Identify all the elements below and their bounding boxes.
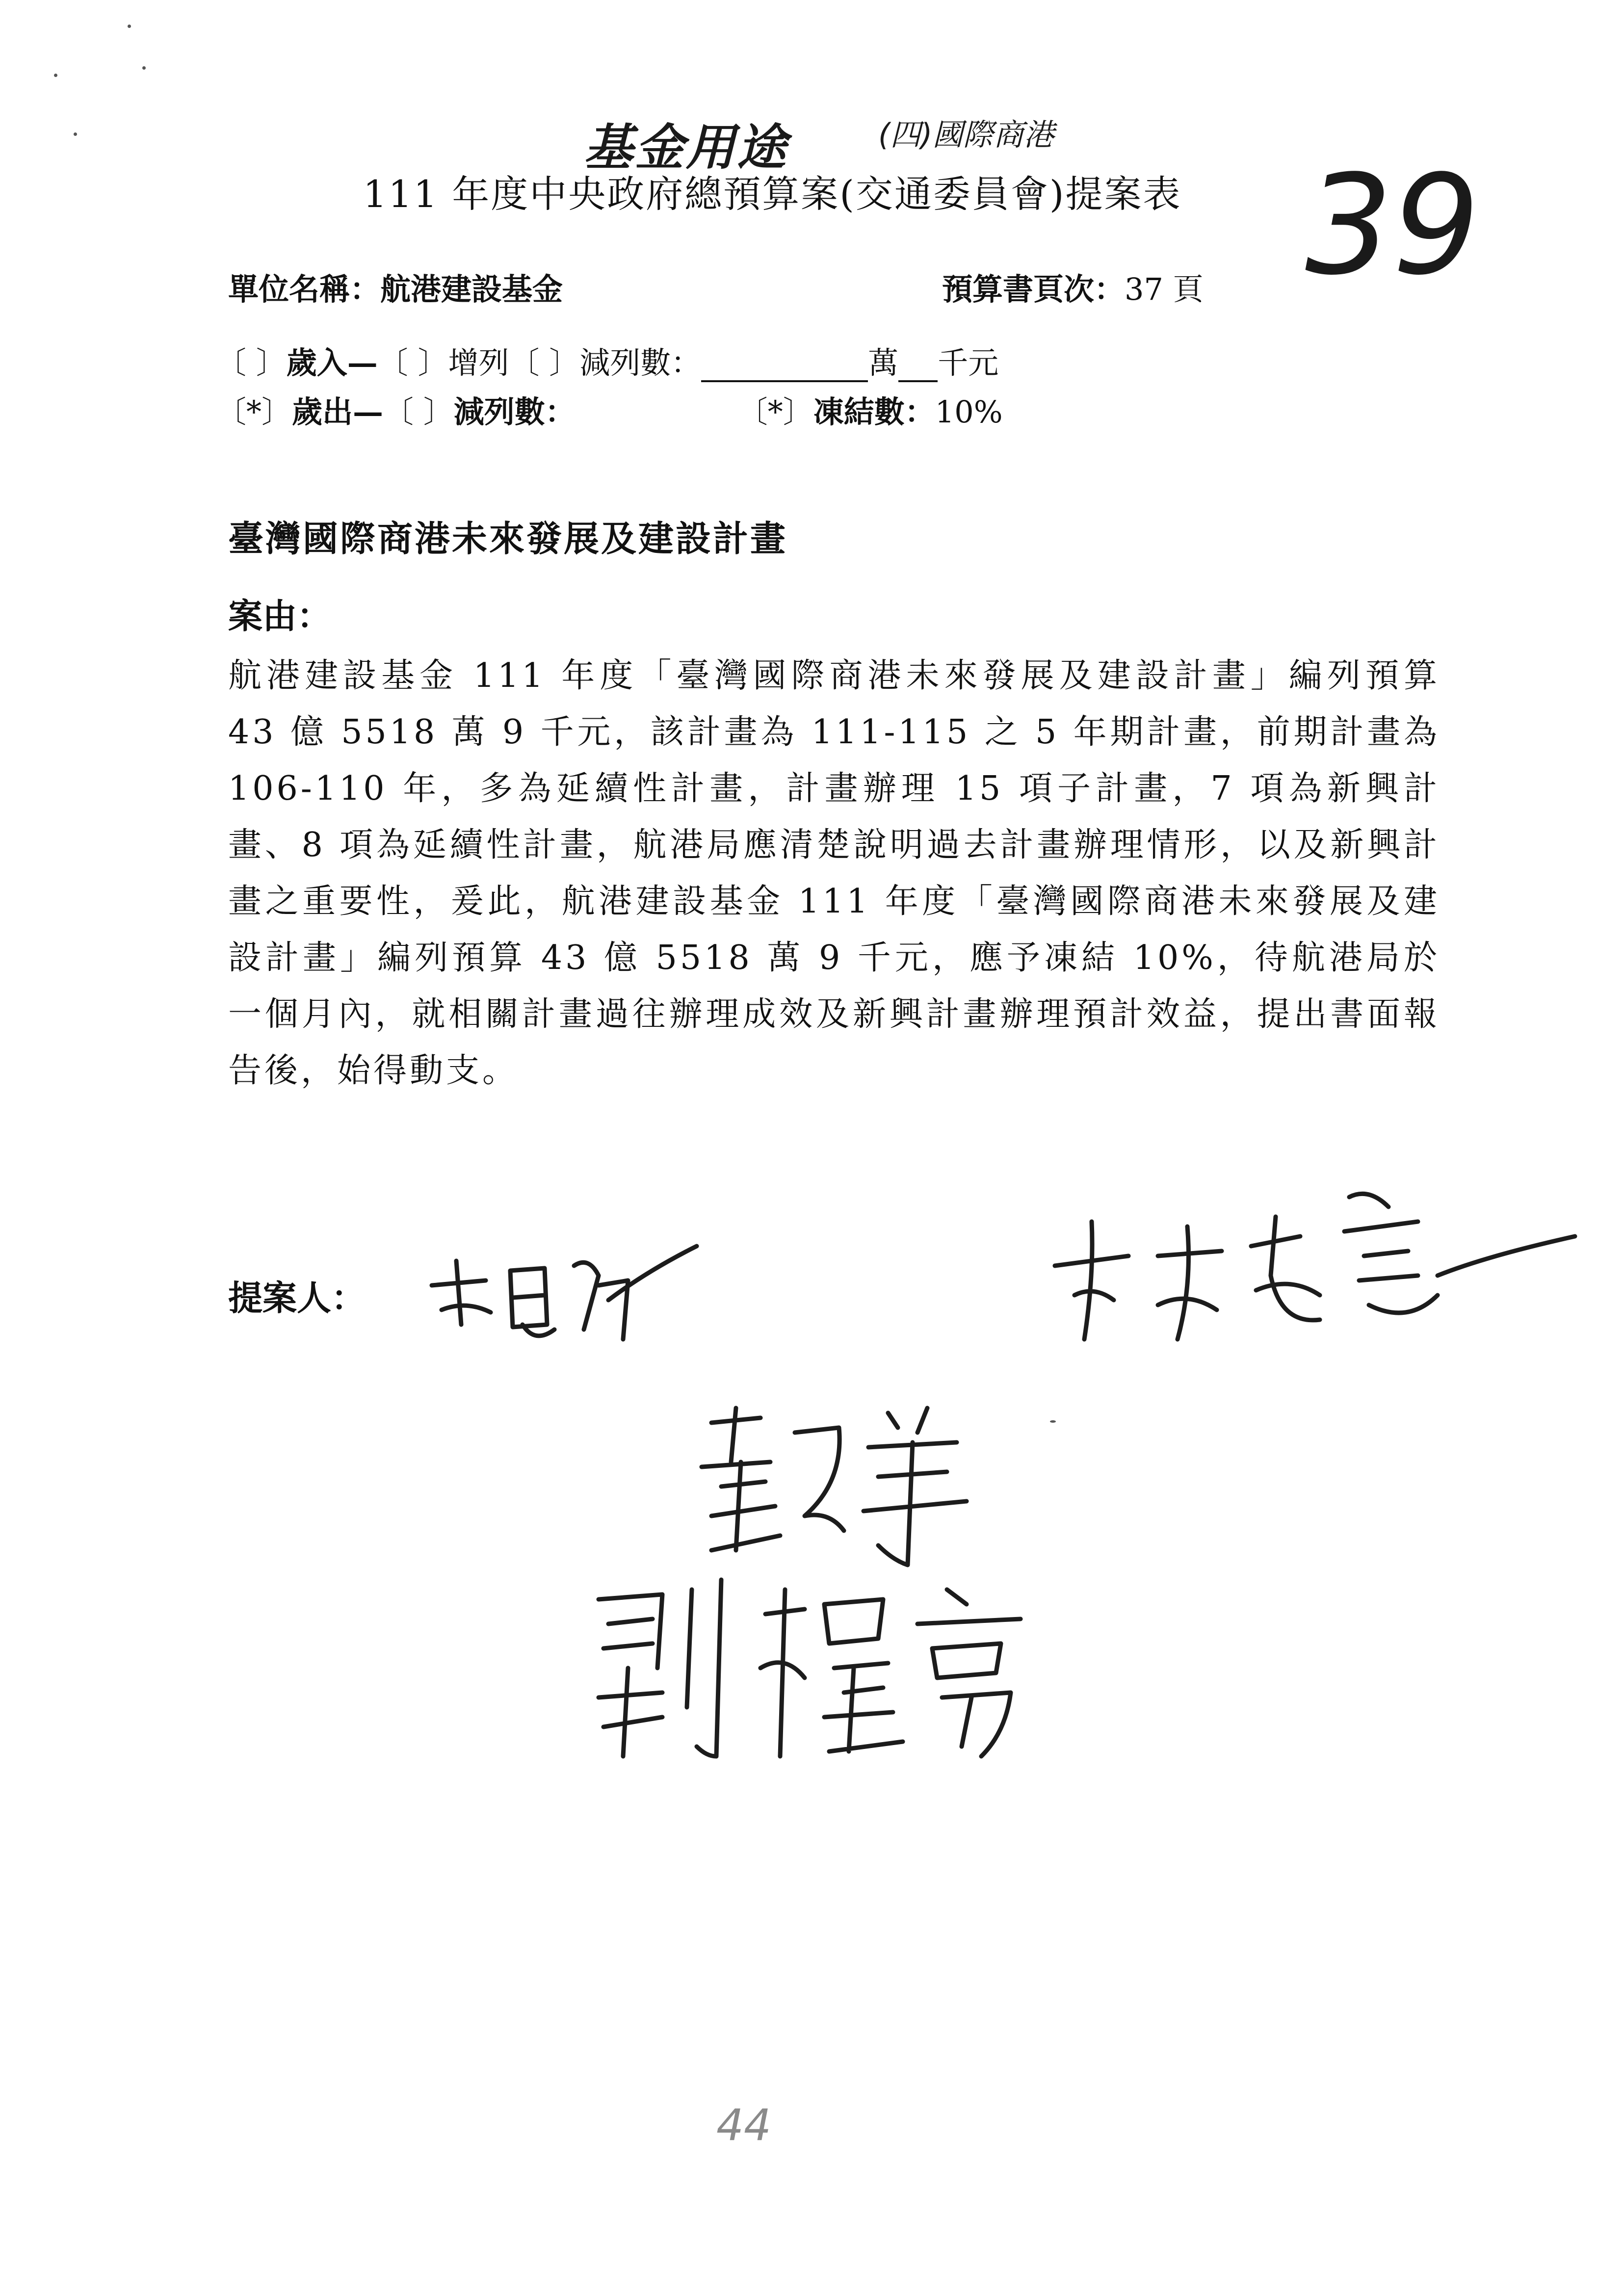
freeze-label: 凍結數： [813,394,935,430]
budget-page-ref [942,265,1204,309]
unit-wan: 萬 [868,345,899,381]
expenditure-label: 歲出— [292,394,384,430]
increase-label: 增列 [448,345,509,381]
scan-speck [74,132,77,136]
signature-1 [422,1226,716,1356]
unit-value: 航港建設基金 [380,271,563,307]
scan-speck [142,66,146,70]
proposer-label: 提案人： [228,1278,366,1318]
unit-label: 單位名稱： [228,271,381,307]
freeze-value: 10% [935,394,1003,430]
revenue-label: 歲入— [286,345,378,381]
signature-3 [682,1388,1035,1577]
handwritten-proposal-number: 39 [1305,146,1480,306]
scan-speck [1050,1420,1056,1423]
handwritten-category: 基金用途 [584,119,788,176]
plan-title: 臺灣國際商港未來發展及建設計畫 [228,518,788,559]
unit-qian-yuan: 千元 [938,345,999,381]
expenditure-checkbox: 〔*〕 [216,394,292,430]
freeze-checkbox: 〔*〕 [737,394,813,430]
amount-blank-wan [701,350,868,382]
signature-2 [1045,1177,1585,1366]
page-number: 44 [716,2100,771,2150]
scan-speck [128,25,131,28]
amount-blank-qian [898,350,938,382]
reason-text: 航港建設基金 111 年度「臺灣國際商港未來發展及建設計畫」編列預算 43 億 5518 萬 9 千元，該計畫為 111-115 之 5 年期計畫，前期計畫為 106-110 年，多為延續性計畫，計畫辦理 15 項子計畫，7 項為新興計畫、8 項為延續性計畫，航港局應清楚說明過去計畫辦理情形，以及新興計畫之重要性，爰此，航港建設基金 111 年度「臺灣國際商港未來發展及建設計畫」編列預算 43 億 5518 萬 9 千元，應予凍結 10%，待航港局於一個月內，就相關計畫過往辦理成效及新興計畫辦理預計效益，提出書面報告後，始得動支。 [228,656,1440,1090]
scan-speck [54,74,57,77]
exp-decrease-checkbox: 〔 〕 [383,394,454,430]
decrease-checkbox: 〔 〕 [509,345,580,381]
unit-row [228,265,563,309]
reason-label: 案由： [228,596,331,636]
handwritten-note: (四)國際商港 [878,117,1054,153]
form-title: 111 年度中央政府總預算案(交通委員會)提案表 [363,172,1182,216]
increase-checkbox: 〔 〕 [377,345,448,381]
signature-4 [579,1570,1060,1778]
page-ref-label: 預算書頁次： [942,271,1125,307]
decrease-label: 減列數： [579,345,702,381]
page-ref-value: 37 頁 [1125,271,1204,307]
exp-decrease-label: 減列數： [453,394,576,430]
expenditure-row [216,388,1003,431]
revenue-row [216,339,998,382]
revenue-checkbox: 〔 〕 [216,345,287,381]
